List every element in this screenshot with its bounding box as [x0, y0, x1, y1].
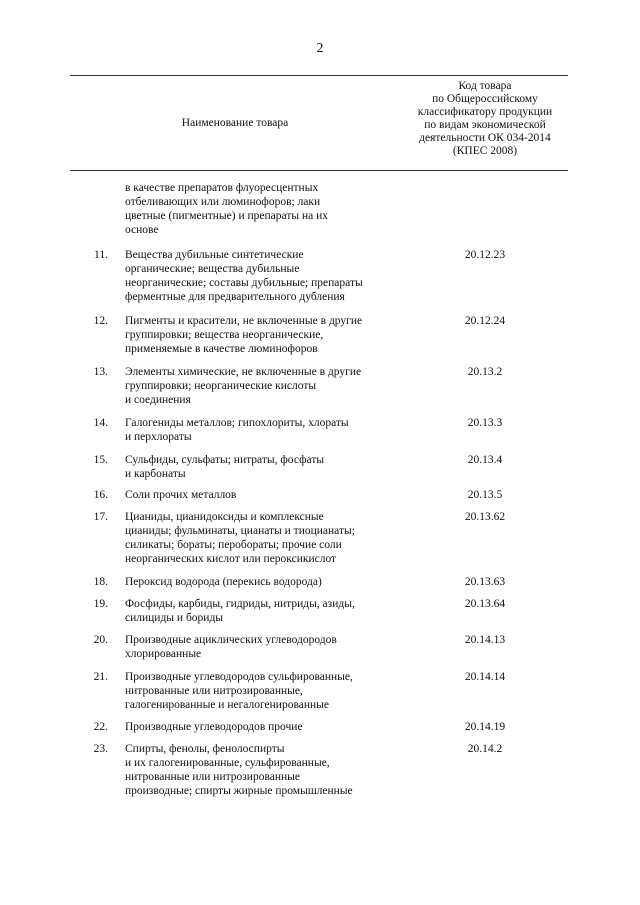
- row-product-code: 20.13.4: [467, 454, 503, 466]
- row-goods-name-line: Пигменты и красители, не включенные в другие: [125, 315, 363, 327]
- row-goods-name-line: хлорированные: [125, 648, 202, 660]
- row-product-code: 20.13.63: [464, 576, 506, 588]
- row-product-code: 20.14.14: [464, 671, 506, 683]
- row-goods-name-line: и их галогенированные, сульфированные,: [125, 757, 330, 769]
- row-number: 12.: [93, 315, 108, 327]
- row-product-code: 20.13.2: [467, 366, 503, 378]
- row-goods-name-line: галогенированные и негалогенированные: [125, 699, 329, 711]
- row-goods-name-line: Сульфиды, сульфаты; нитраты, фосфаты: [125, 454, 325, 466]
- row-goods-name-line: неорганических кислот или пероксикислот: [125, 553, 337, 565]
- row-goods-name-line: Фосфиды, карбиды, гидриды, нитриды, азиды,: [125, 598, 355, 610]
- row-goods-name-line: производные; спирты жирные промышленные: [125, 785, 353, 797]
- row-goods-name: [125, 181, 405, 237]
- row-goods-name-line: нитрованные или нитрозированные,: [125, 685, 303, 697]
- row-product-code: 20.13.3: [467, 417, 503, 429]
- row-number: 20.: [93, 634, 108, 646]
- row-goods-name-line: Элементы химические, не включенные в другие: [125, 366, 362, 378]
- row-number: 19.: [93, 598, 108, 610]
- row-goods-name-line: силициды и бориды: [125, 612, 224, 624]
- row-goods-name-line: основе: [125, 224, 159, 236]
- row-goods-name: [125, 575, 405, 589]
- column-header-code-line: классификатору продукции: [417, 106, 553, 118]
- row-goods-name-line: и перхлораты: [125, 431, 192, 443]
- row-goods-name-line: и соединения: [125, 394, 191, 406]
- row-goods-name-line: Пероксид водорода (перекись водорода): [125, 576, 322, 588]
- table-top-rule: [70, 75, 568, 76]
- row-goods-name-line: и карбонаты: [125, 468, 186, 480]
- row-goods-name-line: цианиды; фульминаты, цианаты и тиоцианаты;: [125, 525, 355, 537]
- row-goods-name: [125, 488, 405, 502]
- column-header-code-line: (КПЕС 2008): [452, 145, 518, 157]
- row-goods-name: [125, 510, 405, 566]
- row-goods-name-line: отбеливающих или люминофоров; лаки: [125, 196, 321, 208]
- column-header-code: [405, 80, 565, 158]
- row-number: 23.: [93, 743, 108, 755]
- row-goods-name: [125, 670, 405, 712]
- row-number: 21.: [93, 671, 108, 683]
- row-product-code: 20.13.62: [464, 511, 506, 523]
- row-product-code: 20.14.2: [467, 743, 503, 755]
- row-goods-name-line: Производные углеводородов прочие: [125, 721, 303, 733]
- row-goods-name: [125, 453, 405, 481]
- column-header-code-line: деятельности ОК 034-2014: [419, 132, 551, 144]
- row-number: 14.: [93, 417, 108, 429]
- row-number: 15.: [93, 454, 108, 466]
- row-product-code: 20.14.19: [464, 721, 506, 733]
- row-goods-name: [125, 365, 405, 407]
- row-goods-name: [125, 314, 405, 356]
- row-product-code: 20.12.23: [464, 249, 506, 261]
- row-number: 16.: [93, 489, 108, 501]
- row-goods-name: [125, 742, 405, 798]
- row-goods-name-line: Цианиды, цианидоксиды и комплексные: [125, 511, 324, 523]
- column-header-name: Наименование товара: [181, 117, 289, 129]
- row-goods-name-line: ферментные для предварительного дубления: [125, 291, 345, 303]
- row-goods-name-line: Вещества дубильные синтетические: [125, 249, 304, 261]
- row-goods-name: [125, 597, 405, 625]
- row-goods-name-line: применяемые в качестве люминофоров: [125, 343, 318, 355]
- row-goods-name-line: Производные ациклических углеводородов: [125, 634, 337, 646]
- row-goods-name: [125, 416, 405, 444]
- row-goods-name-line: в качестве препаратов флуоресцентных: [125, 182, 319, 194]
- row-goods-name: [125, 633, 405, 661]
- row-goods-name-line: Соли прочих металлов: [125, 489, 237, 501]
- row-goods-name-line: органические; вещества дубильные: [125, 263, 300, 275]
- column-header-code-line: по видам экономической: [424, 119, 546, 131]
- row-goods-name-line: группировки; неорганические кислоты: [125, 380, 317, 392]
- row-goods-name-line: Производные углеводородов сульфированные,: [125, 671, 353, 683]
- row-goods-name: [125, 248, 405, 304]
- row-goods-name-line: цветные (пигментные) и препараты на их: [125, 210, 328, 222]
- row-goods-name-line: силикаты; бораты; перобораты; прочие соли: [125, 539, 342, 551]
- row-goods-name-line: Галогениды металлов; гипохлориты, хлораты: [125, 417, 349, 429]
- row-product-code: 20.13.64: [464, 598, 506, 610]
- page-number: 2: [316, 41, 324, 56]
- row-product-code: 20.14.13: [464, 634, 506, 646]
- row-number: 18.: [93, 576, 108, 588]
- row-number: 22.: [93, 721, 108, 733]
- row-goods-name-line: нитрованные или нитрозированные: [125, 771, 300, 783]
- row-goods-name-line: группировки; вещества неорганические,: [125, 329, 324, 341]
- row-number: 17.: [93, 511, 108, 523]
- row-goods-name: [125, 720, 405, 734]
- table-header-rule: [70, 170, 568, 171]
- row-product-code: 20.12.24: [464, 315, 506, 327]
- row-product-code: 20.13.5: [467, 489, 503, 501]
- row-goods-name-line: неорганические; составы дубильные; препараты: [125, 277, 363, 289]
- column-header-code-line: по Общероссийскому: [432, 93, 538, 105]
- row-number: 13.: [93, 366, 108, 378]
- row-number: 11.: [94, 249, 108, 261]
- column-header-code-line: Код товара: [458, 80, 512, 92]
- row-goods-name-line: Спирты, фенолы, фенолоспирты: [125, 743, 285, 755]
